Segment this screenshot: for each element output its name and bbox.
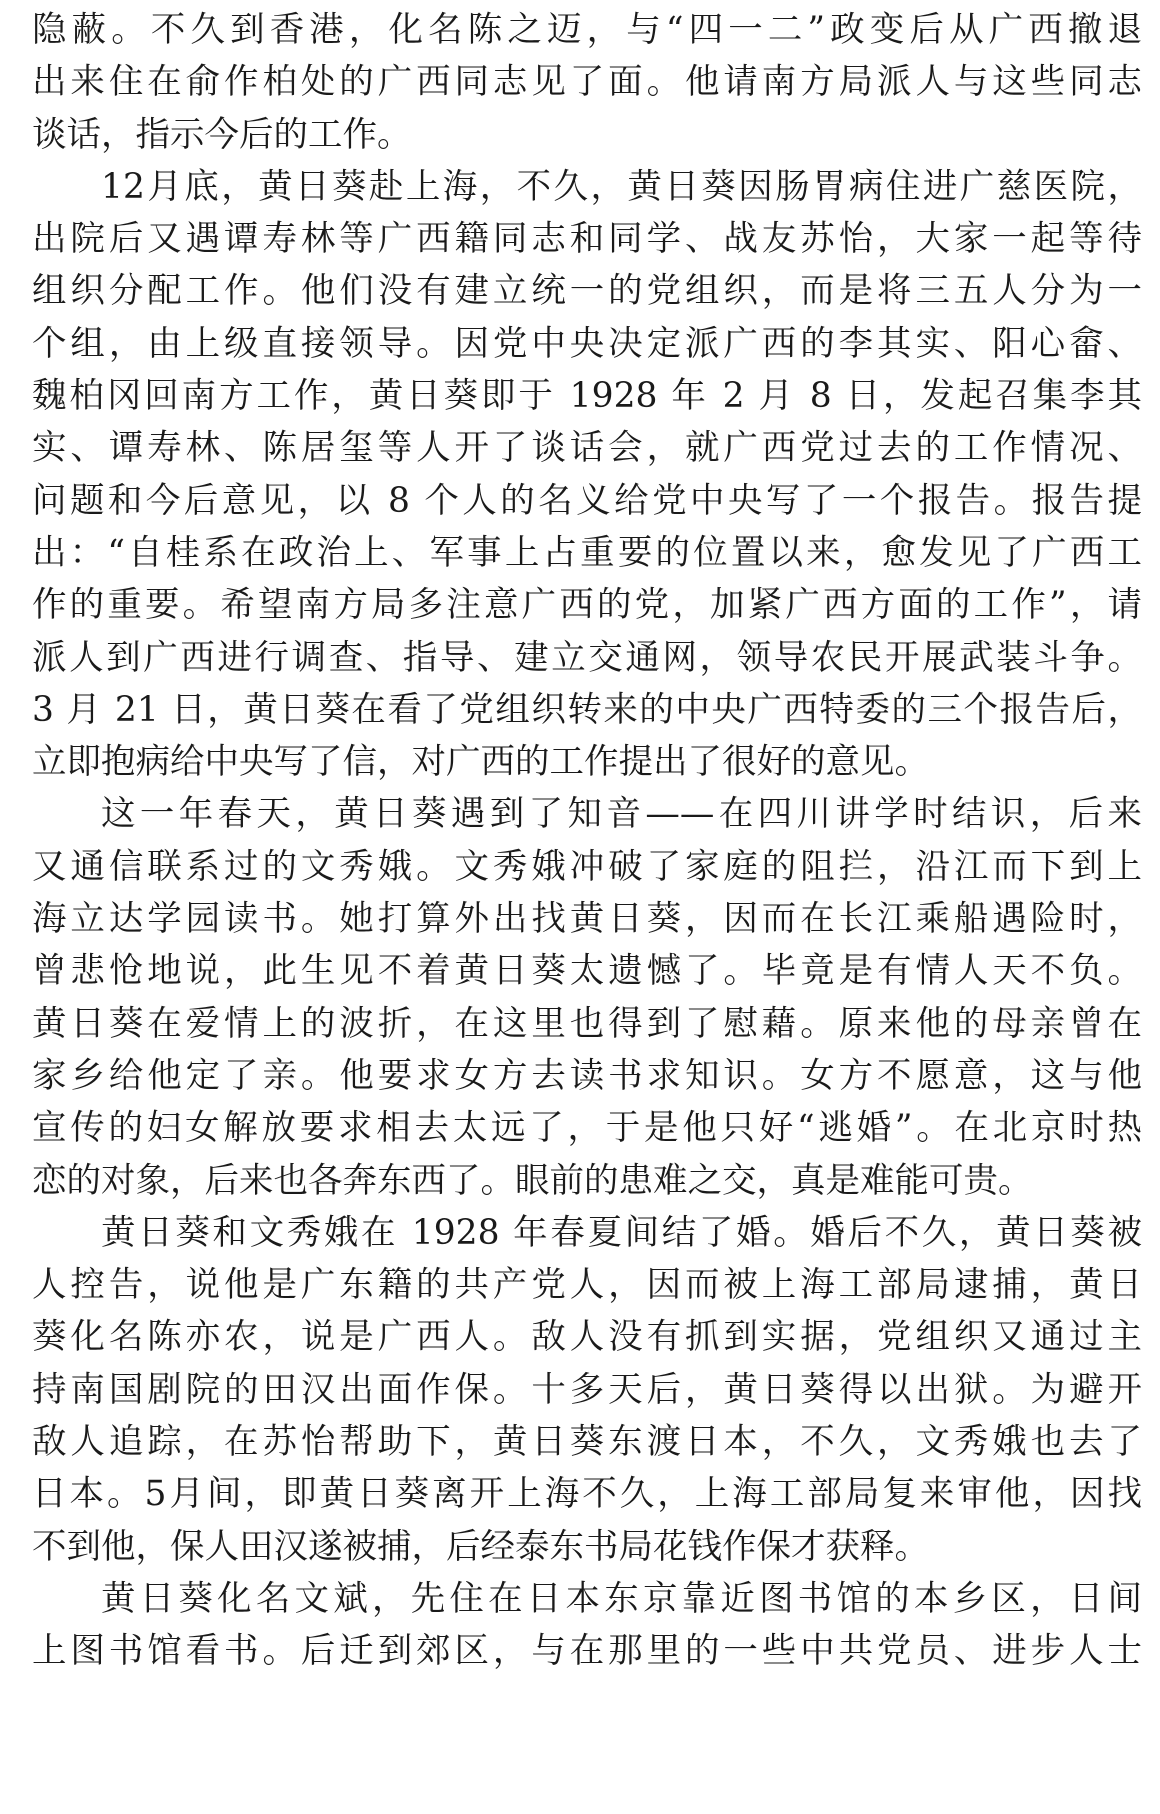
text-line: 实、谭寿林、陈居玺等人开了谈话会，就广西党过去的工作情况、 xyxy=(32,428,1142,469)
text-line: 谈话，指示今后的工作。 xyxy=(32,114,412,155)
text-line: 持南国剧院的田汉出面作保。十多天后，黄日葵得以出狱。为避开 xyxy=(32,1369,1142,1410)
text-line: 曾悲怆地说，此生见不着黄日葵太遗憾了。毕竟是有情人天不负。 xyxy=(32,951,1142,992)
text-line: 人控告，说他是广东籍的共产党人，因而被上海工部局逮捕，黄日 xyxy=(32,1265,1142,1306)
text-line: 12月底，黄日葵赴上海，不久，黄日葵因肠胃病住进广慈医院， xyxy=(101,166,1142,207)
text-line: 组织分配工作。他们没有建立统一的党组织，而是将三五人分为一 xyxy=(32,271,1142,312)
text-line: 宣传的妇女解放要求相去太远了，于是他只好“逃婚”。在北京时热 xyxy=(32,1108,1142,1149)
text-line: 这一年春天，黄日葵遇到了知音——在四川讲学时结识，后来 xyxy=(101,794,1142,835)
text-line: 出来住在俞作柏处的广西同志见了面。他请南方局派人与这些同志 xyxy=(32,62,1142,103)
text-line: 海立达学园读书。她打算外出找黄日葵，因而在长江乘船遇险时， xyxy=(32,899,1142,940)
text-line: 3 月 21 日，黄日葵在看了党组织转来的中央广西特委的三个报告后， xyxy=(32,689,1142,730)
text-line: 作的重要。希望南方局多注意广西的党，加紧广西方面的工作”，请 xyxy=(32,585,1142,626)
text-line: 派人到广西进行调查、指导、建立交通网，领导农民开展武装斗争。 xyxy=(32,637,1142,678)
text-line: 葵化名陈亦农，说是广西人。敌人没有抓到实据，党组织又通过主 xyxy=(32,1317,1142,1358)
text-line: 出：“自桂系在政治上、军事上占重要的位置以来，愈发见了广西工 xyxy=(32,532,1142,573)
text-line: 立即抱病给中央写了信，对广西的工作提出了很好的意见。 xyxy=(32,742,929,783)
text-line: 敌人追踪，在苏怡帮助下，黄日葵东渡日本，不久，文秀娥也去了 xyxy=(32,1422,1142,1463)
text-line: 又通信联系过的文秀娥。文秀娥冲破了家庭的阻拦，沿江而下到上 xyxy=(32,846,1142,887)
text-line: 不到他，保人田汉遂被捕，后经泰东书局花钱作保才获释。 xyxy=(32,1526,929,1567)
text-line: 黄日葵在爱情上的波折，在这里也得到了慰藉。原来他的母亲曾在 xyxy=(32,1003,1142,1044)
text-line: 黄日葵化名文斌，先住在日本东京靠近图书馆的本乡区，日间 xyxy=(101,1578,1142,1619)
text-line: 日本。5月间，即黄日葵离开上海不久，上海工部局复来审他，因找 xyxy=(32,1474,1142,1515)
text-line: 问题和今后意见，以 8 个人的名义给党中央写了一个报告。报告提 xyxy=(32,480,1142,521)
text-line: 个组，由上级直接领导。因党中央决定派广西的李其实、阳心畲、 xyxy=(32,323,1142,364)
text-line: 隐蔽。不久到香港，化名陈之迈，与“四一二”政变后从广西撤退 xyxy=(32,10,1142,50)
text-line: 魏柏冈回南方工作，黄日葵即于 1928 年 2 月 8 日，发起召集李其 xyxy=(32,376,1142,417)
body-text xyxy=(32,4,1142,1678)
text-line: 恋的对象，后来也各奔东西了。眼前的患难之交，真是难能可贵。 xyxy=(32,1160,1033,1201)
text-line: 家乡给他定了亲。他要求女方去读书求知识。女方不愿意，这与他 xyxy=(32,1055,1142,1096)
text-line: 出院后又遇谭寿林等广西籍同志和同学、战友苏怡，大家一起等待 xyxy=(32,219,1142,260)
text-line: 上图书馆看书。后迁到郊区，与在那里的一些中共党员、进步人士 xyxy=(32,1631,1142,1672)
text-line: 黄日葵和文秀娥在 1928 年春夏间结了婚。婚后不久，黄日葵被 xyxy=(101,1212,1142,1253)
